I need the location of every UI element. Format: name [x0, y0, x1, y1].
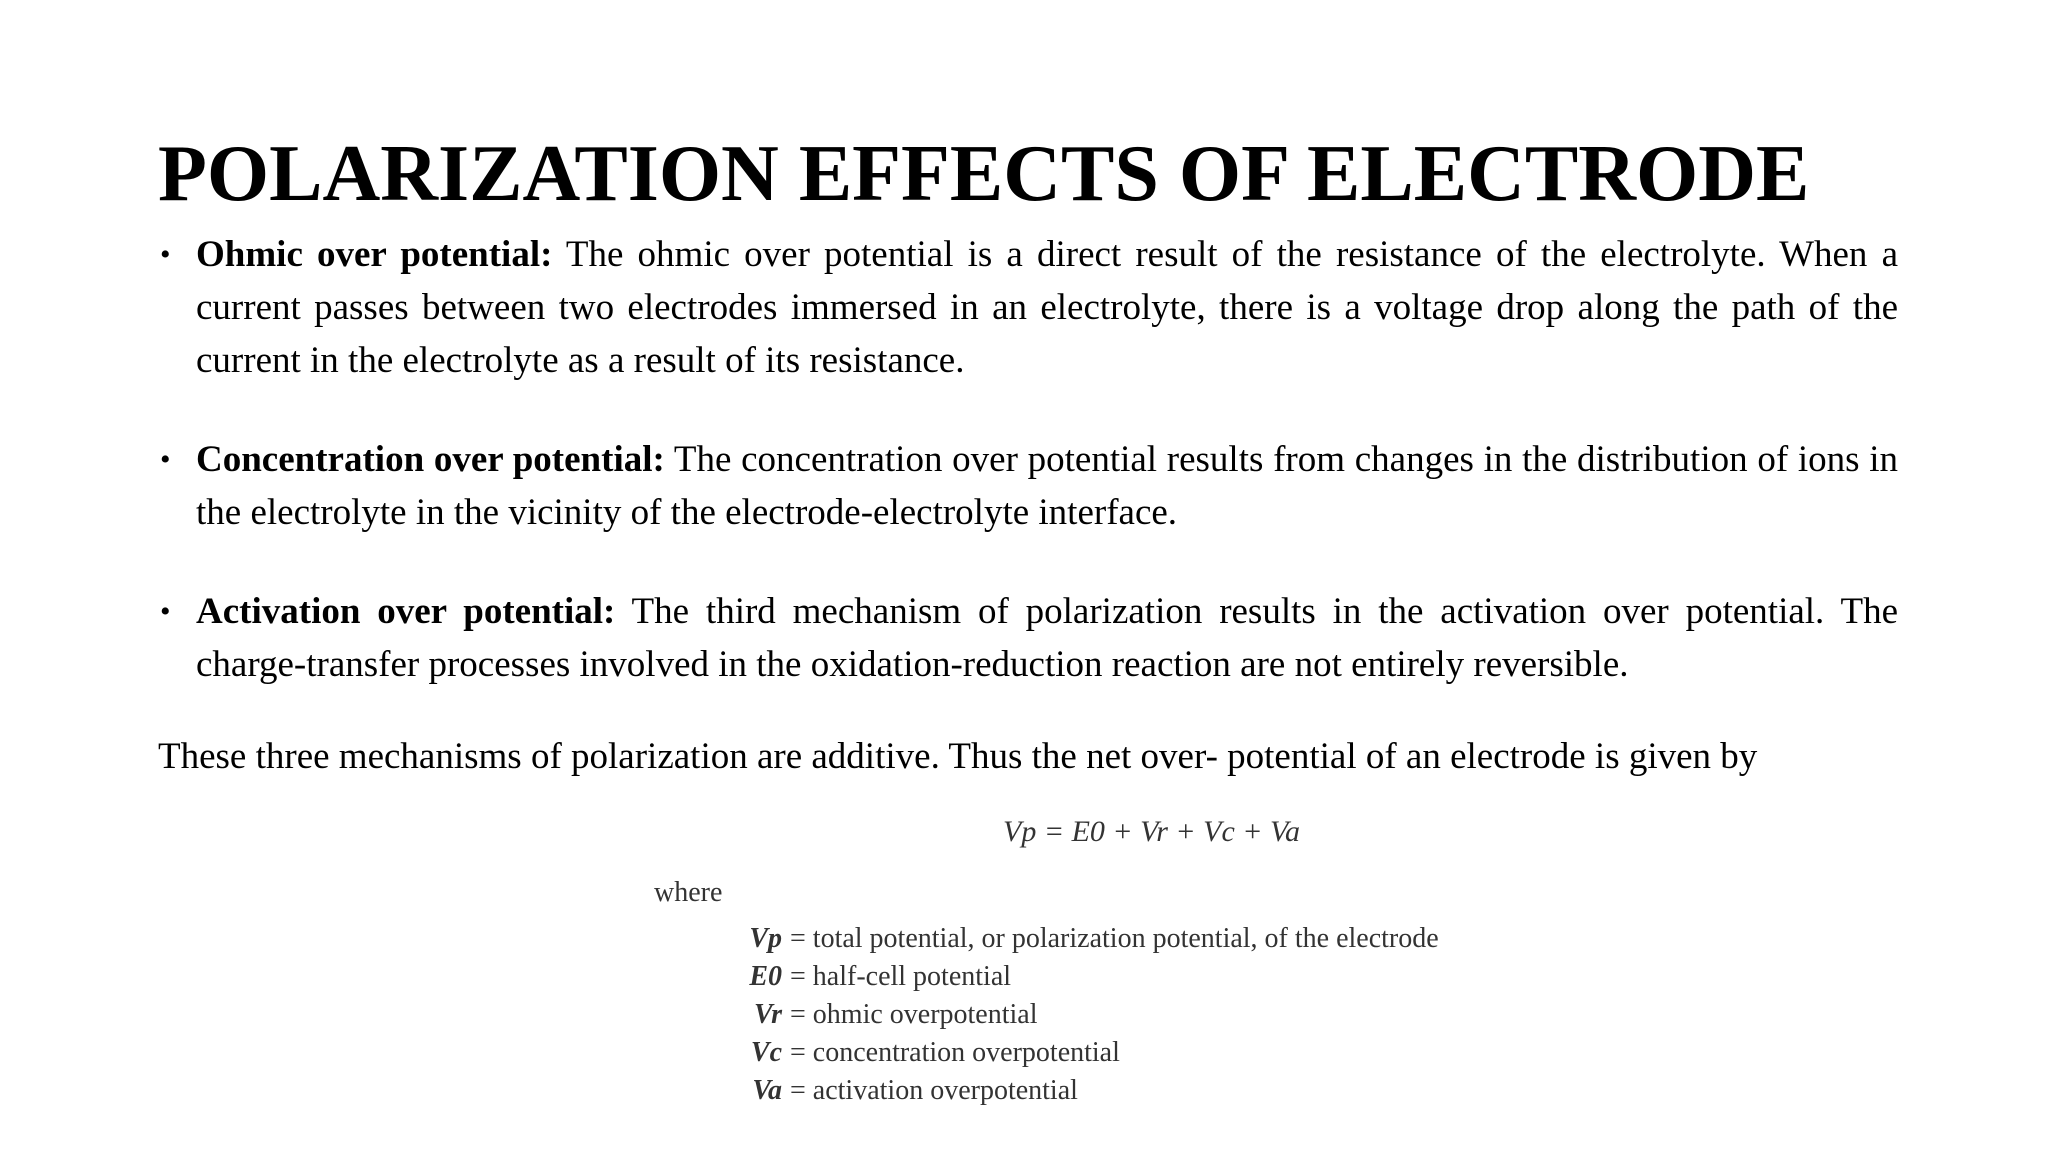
bullet-term: Ohmic over potential: [196, 234, 553, 275]
definition-symbol: Vc [750, 1037, 782, 1068]
definition-item [700, 958, 1439, 996]
definition-symbol: Vp [749, 923, 782, 954]
where-label: where [654, 877, 723, 908]
bullet-icon: • [160, 595, 171, 628]
bullet-icon: • [160, 443, 171, 476]
definition-text: = half-cell potential [790, 961, 1012, 992]
definition-text: = concentration overpotential [790, 1037, 1120, 1068]
definition-text: = total potential, or polarization potential, of the electrode [790, 923, 1439, 954]
summary-text: These three mechanisms of polarization are additive. Thus the net over- potential of an electrode is given by [158, 736, 1758, 777]
bullet-text: The third mechanism of polarization results in the activation over potential. The charge-transfer processes involved in the oxidation-reduction reaction are not entirely reversible. [196, 591, 1899, 685]
bullet-list [158, 228, 1898, 691]
definition-item [700, 996, 1439, 1034]
definition-symbol: Vr [753, 999, 782, 1030]
bullet-ohmic [158, 228, 1898, 387]
bullet-text: The ohmic over potential is a direct result of the resistance of the electrolyte. When a current passes between two electrodes immersed in an electrolyte, there is a voltage drop along the path of the current in the electrolyte as a result of its resistance. [196, 234, 1898, 381]
definition-symbol: E0 [749, 961, 782, 992]
bullet-term: Activation over potential: [196, 591, 616, 632]
page-title: POLARIZATION EFFECTS OF ELECTRODE [158, 130, 1810, 218]
bullet-activation [158, 585, 1898, 691]
definition-text: = activation overpotential [790, 1075, 1078, 1106]
bullet-icon: • [160, 238, 171, 271]
definition-item [700, 1034, 1439, 1072]
bullet-text: The concentration over potential results from changes in the distribution of ions in the electrolyte in the vicinity of the electrode-electrolyte interface. [196, 439, 1899, 533]
definition-symbol: Va [752, 1075, 782, 1106]
equation: Vp = E0 + Vr + Vc + Va [1003, 815, 1301, 848]
bullet-term: Concentration over potential: [196, 439, 665, 480]
definition-text: = ohmic overpotential [790, 999, 1038, 1030]
definition-item [700, 1072, 1439, 1110]
definition-list [700, 920, 1439, 1110]
definition-item [700, 920, 1439, 958]
bullet-concentration [158, 433, 1898, 539]
